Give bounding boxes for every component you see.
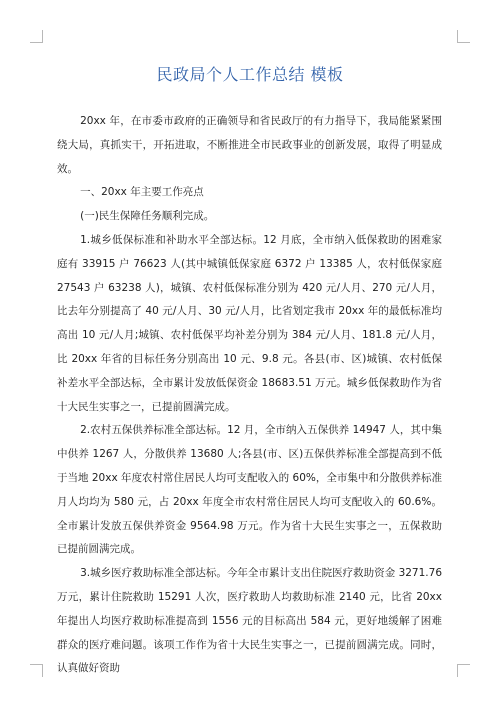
paragraph-item-1: 1.城乡低保标准和补助水平全部达标。12 月底，全市纳入低保救助的困难家庭有 33915 户 76623 人(其中城镇低保家庭 6372 户 13385 人，农村低保家庭 27543 户 63238 人)，城镇、农村低保标准分别为 420 元/人月、270 元/人月，比去年分别提高了 40 元/人月、30 元/人月，比省划定我市 20xx 年的最低标准均高出 10 元/人月;城镇、农村低保平均补差分别为 384 元/人月、181.8 元/人月，比 20xx 年省的目标任务分别高出 10 元、9.8 元。各县(市、区)城镇、农村低保补差水平全部达标，全市累计发放低保资金 18683.51 万元。城乡低保救助作为省十大民生实事之一，已提前圆满完成。: [57, 233, 442, 413]
paragraph-item-2: 2.农村五保供养标准全部达标。12 月，全市纳入五保供养 14947 人，其中集中供养 1267 人，分散供养 13680 人;各县(市、区)五保供养标准全部提高到不低于当地 20xx 年度农村常住居民人均可支配收入的 60%，全市集中和分散供养标准月人均均为 580 元，占 20xx 年度全市农村常住居民人均可支配收入的 60.6%。全市累计发放五保供养资金 9564.98 万元。作为省十大民生实事之一，五保救助已提前圆满完成。: [57, 424, 442, 556]
crop-mark-bottom-left: [30, 664, 43, 677]
subsection-heading: (一)民生保障任务顺利完成。: [80, 210, 215, 223]
intro-paragraph: 20xx 年，在市委市政府的正确领导和省民政厅的有力指导下，我局能紧紧围绕大局，真抓实干，开拓进取，不断推进全市民政事业的创新发展，取得了明显成效。: [57, 115, 442, 175]
document-title: 民政局个人工作总结 模板: [156, 65, 344, 84]
crop-mark-bottom-right: [457, 664, 470, 677]
paragraph-item-3: 3.城乡医疗救助标准全部达标。今年全市累计支出住院医疗救助资金 3271.76 万元，累计住院救助 15291 人次，医疗救助人均救助标准 2140 元，比省 20xx 年提出人均医疗救助标准提高到 1556 元的目标高出 584 元，更好地缓解了困难群众的医疗难问题。该项工作作为省十大民生实事之一，已提前圆满完成。同时，认真做好资助: [57, 567, 442, 675]
document-body: [57, 110, 442, 681]
crop-mark-top-right: [457, 30, 470, 43]
crop-mark-top-left: [30, 30, 43, 43]
section-heading: 一、20xx 年主要工作亮点: [80, 186, 204, 199]
